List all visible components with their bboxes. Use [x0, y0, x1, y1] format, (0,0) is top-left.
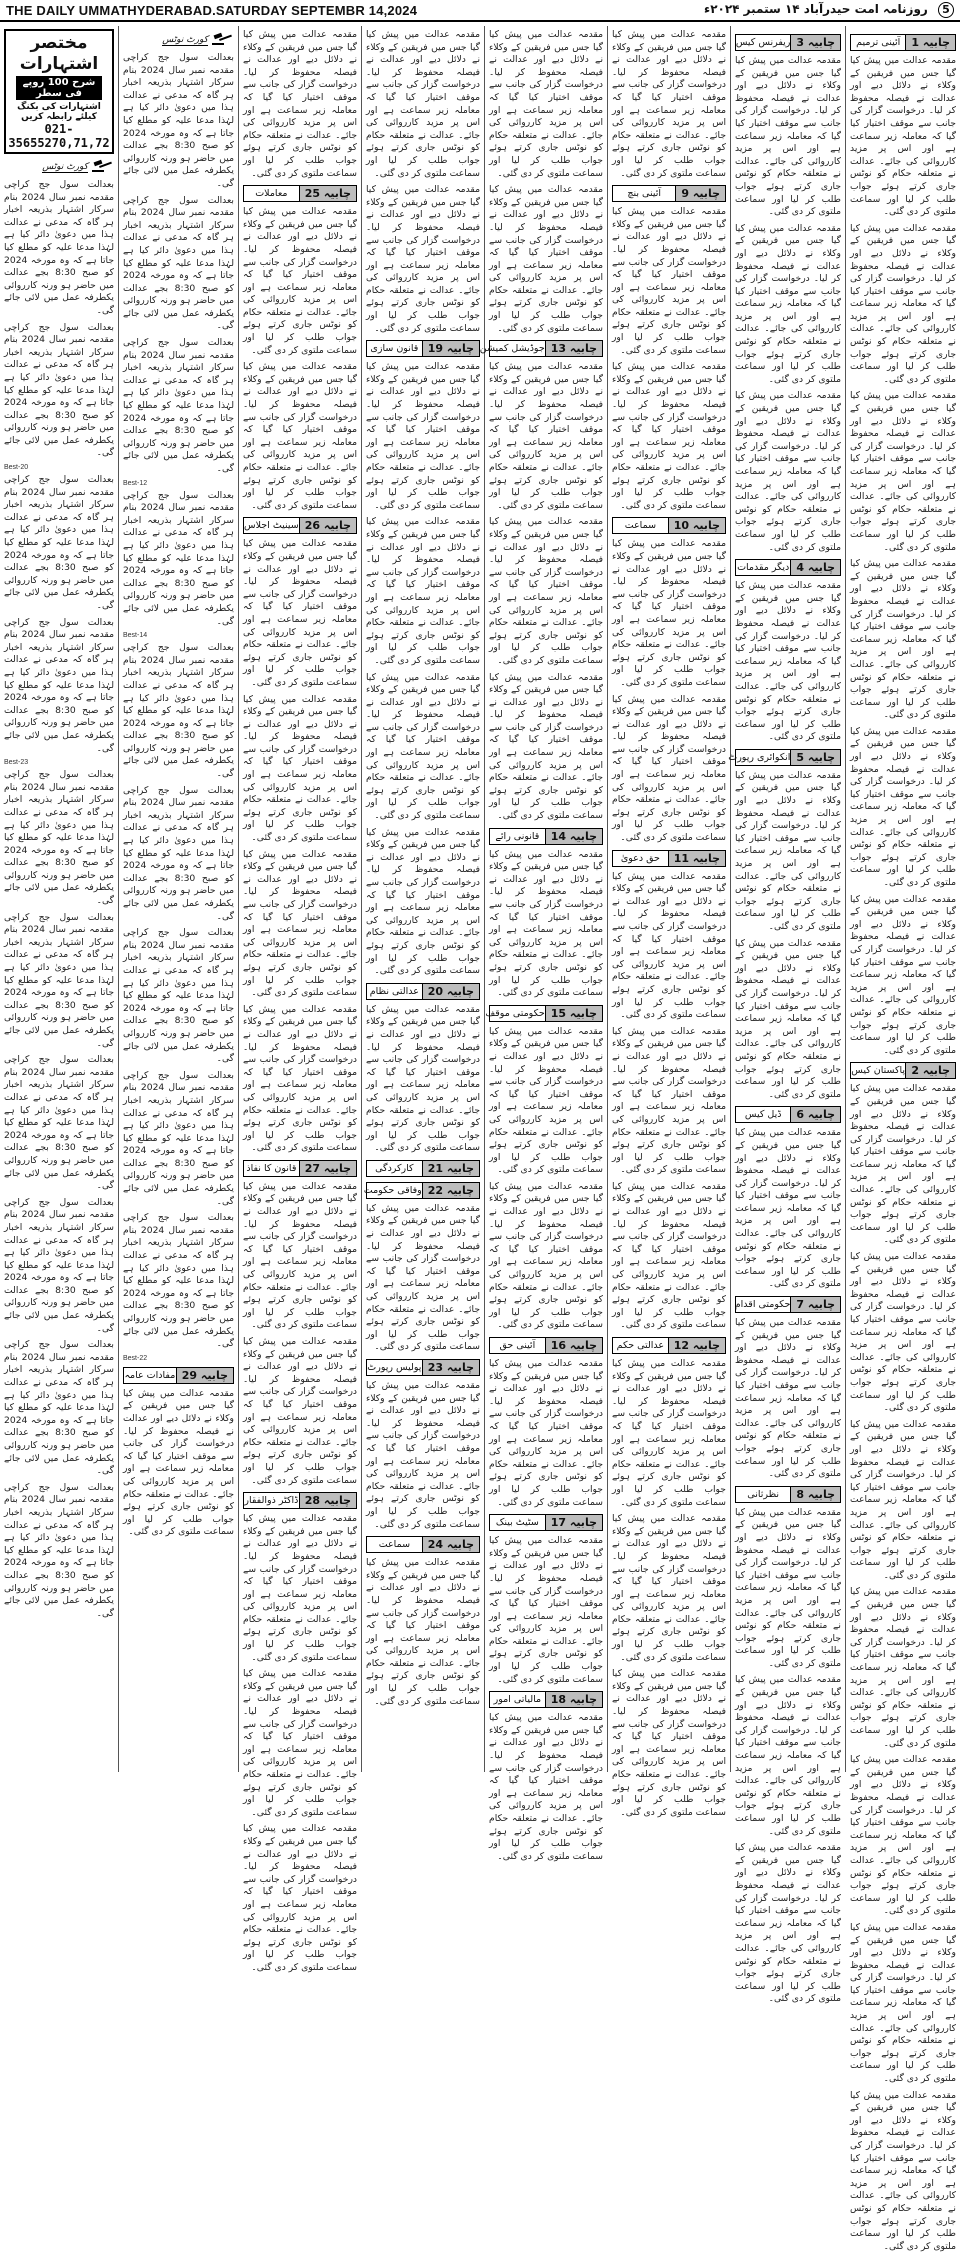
case-heading: چابیہ 25 معاملات: [243, 185, 357, 202]
best-tag: Best-14: [123, 632, 148, 640]
column-2: چابیہ 3 ریفرنس کیس مقدمہ عدالت میں پیش کیا گیا جس میں فریقین کے وکلاء نے دلائل دیے اور عدالت نے فیصلہ محفوظ کر لیا۔ درخواست گزار کی جانب سے موقف اختیار کیا گیا کہ معاملہ زیر سماعت ہے اور اس پر مزید کارروائی کی جائے۔ عدالت نے متعلقہ حکام کو نوٹس جاری کرتے ہوئے جواب طلب کر لیا اور سماعت ملتوی کر دی گئی۔ مقدمہ عدالت میں پیش کیا گیا جس میں فریقین کے وکلاء نے دلائل دیے اور عدالت نے فیصلہ محفوظ کر لیا۔ درخواست گزار کی جانب سے موقف اختیار کیا گیا کہ معاملہ زیر سماعت ہے اور اس پر مزید کارروائی کی جائے۔ عدالت نے متعلقہ حکام کو نوٹس جاری کرتے ہوئے جواب طلب کر لیا اور سماعت ملتوی کر دی گئی۔ مقدمہ عدالت میں پیش کیا گیا جس میں فریقین کے وکلاء نے دلائل دیے اور عدالت نے فیصلہ محفوظ کر لیا۔ درخواست گزار کی جانب سے موقف اختیار کیا گیا کہ معاملہ زیر سماعت ہے اور اس پر مزید کارروائی کی جائے۔ عدالت نے متعلقہ حکام کو نوٹس جاری کرتے ہوئے جواب طلب کر لیا اور سماعت ملتوی کر دی گئی۔ چابیہ 4 دیگر مقدمات مقدمہ عدالت میں پیش کیا گیا جس میں فریقین کے وکلاء نے دلائل دیے اور عدالت نے فیصلہ محفوظ کر لیا۔ درخواست گزار کی جانب سے موقف اختیار کیا گیا کہ معاملہ زیر سماعت ہے اور اس پر مزید کارروائی کی جائے۔ عدالت نے متعلقہ حکام کو نوٹس جاری کرتے ہوئے جواب طلب کر لیا اور سماعت ملتوی کر دی گئی۔ چابیہ 5 انکوائری رپورٹ مقدمہ عدالت میں پیش کیا گیا جس میں فریقین کے وکلاء نے دلائل دیے اور عدالت نے فیصلہ محفوظ کر لیا۔ درخواست گزار کی جانب سے موقف اختیار کیا گیا کہ معاملہ زیر سماعت ہے اور اس پر مزید کارروائی کی جائے۔ عدالت نے متعلقہ حکام کو نوٹس جاری کرتے ہوئے جواب طلب کر لیا اور سماعت ملتوی کر دی گئی۔ مقدمہ عدالت میں پیش کیا گیا جس میں فریقین کے وکلاء نے دلائل دیے اور عدالت نے فیصلہ محفوظ کر لیا۔ درخواست گزار کی جانب سے موقف اختیار کیا گیا کہ معاملہ زیر سماعت ہے اور اس پر مزید کارروائی کی جائے۔ عدالت نے متعلقہ حکام کو نوٹس جاری کرتے ہوئے جواب طلب کر لیا اور سماعت ملتوی کر دی گئی۔ چابیہ 6 ڈیل کیس مقدمہ عدالت میں پیش کیا گیا جس میں فریقین کے وکلاء نے دلائل دیے اور عدالت نے فیصلہ محفوظ کر لیا۔ درخواست گزار کی جانب سے موقف اختیار کیا گیا کہ معاملہ زیر سماعت ہے اور اس پر مزید کارروائی کی جائے۔ عدالت نے متعلقہ حکام کو نوٹس جاری کرتے ہوئے جواب طلب کر لیا اور سماعت ملتوی کر دی گئی۔ چابیہ 7 حکومتی اقدام مقدمہ عدالت میں پیش کیا گیا جس میں فریقین کے وکلاء نے دلائل دیے اور عدالت نے فیصلہ محفوظ کر لیا۔ درخواست گزار کی جانب سے موقف اختیار کیا گیا کہ معاملہ زیر سماعت ہے اور اس پر مزید کارروائی کی جائے۔ عدالت نے متعلقہ حکام کو نوٹس جاری کرتے ہوئے جواب طلب کر لیا اور سماعت ملتوی کر دی گئی۔ چابیہ 8 نظرثانی مقدمہ عدالت میں پیش کیا گیا جس میں فریقین کے وکلاء نے دلائل دیے اور عدالت نے فیصلہ محفوظ کر لیا۔ درخواست گزار کی جانب سے موقف اختیار کیا گیا کہ معاملہ زیر سماعت ہے اور اس پر مزید کارروائی کی جائے۔ عدالت نے متعلقہ حکام کو نوٹس جاری کرتے ہوئے جواب طلب کر لیا اور سماعت ملتوی کر دی گئی۔ مقدمہ عدالت میں پیش کیا گیا جس میں فریقین کے وکلاء نے دلائل دیے اور عدالت نے فیصلہ محفوظ کر لیا۔ درخواست گزار کی جانب سے موقف اختیار کیا گیا کہ معاملہ زیر سماعت ہے اور اس پر مزید کارروائی کی جائے۔ عدالت نے متعلقہ حکام کو نوٹس جاری کرتے ہوئے جواب طلب کر لیا اور سماعت ملتوی کر دی گئی۔ مقدمہ عدالت میں پیش کیا گیا جس میں فریقین کے وکلاء نے دلائل دیے اور عدالت نے فیصلہ محفوظ کر لیا۔ درخواست گزار کی جانب سے موقف اختیار کیا گیا کہ معاملہ زیر سماعت ہے اور اس پر مزید کارروائی کی جائے۔ عدالت نے متعلقہ حکام کو نوٹس جاری کرتے ہوئے جواب طلب کر لیا اور سماعت ملتوی کر دی گئی۔: [730, 26, 845, 1772]
classified-booking: اشتہارات کی بکنگ کیلئے رابطہ کریں: [17, 102, 101, 122]
case-heading: چابیہ 7 حکومتی اقدام: [735, 1296, 841, 1313]
court-notice-header: [123, 31, 234, 49]
case-heading: چابیہ 11 حق دعویٰ: [612, 850, 726, 867]
gavel-icon: [92, 158, 114, 177]
case-heading: چابیہ 3 ریفرنس کیس: [735, 34, 841, 51]
best-tag: Best-23: [4, 759, 29, 767]
case-heading: چابیہ 29 مفادات عامہ: [123, 1367, 234, 1384]
masthead-urdu: [704, 2, 954, 18]
case-heading: چابیہ 27 قانون کا نفاذ: [243, 1160, 357, 1177]
masthead-english: THE DAILY UMMATHYDERABAD.SATURDAY SEPTEMBR 14,2024: [6, 2, 418, 18]
court-notice-label: کورٹ نوٹس: [162, 34, 208, 45]
page-number: 5: [938, 2, 954, 18]
case-heading: چابیہ 22 وفاقی حکومت: [366, 1182, 480, 1199]
best-tag: Best-22: [123, 1354, 148, 1362]
case-heading: چابیہ 16 آئینی حق: [489, 1337, 603, 1354]
column-7-notices: کورٹ نوٹس بعدالت سول جج کراچی مقدمہ نمبر سال 2024 بنام سرکار اشتہار بذریعہ اخبار ہر گاہ کہ مدعی نے عدالت ہذا میں دعویٰ دائر کیا ہے لہٰذا مدعا علیہ کو مطلع کیا جاتا ہے کہ وہ مورخہ 2024 کو صبح 8:30 بجے عدالت میں حاضر ہو ورنہ کارروائی یکطرفہ عمل میں لائی جائے گی۔ بعدالت سول جج کراچی مقدمہ نمبر سال 2024 بنام سرکار اشتہار بذریعہ اخبار ہر گاہ کہ مدعی نے عدالت ہذا میں دعویٰ دائر کیا ہے لہٰذا مدعا علیہ کو مطلع کیا جاتا ہے کہ وہ مورخہ 2024 کو صبح 8:30 بجے عدالت میں حاضر ہو ورنہ کارروائی یکطرفہ عمل میں لائی جائے گی۔ بعدالت سول جج کراچی مقدمہ نمبر سال 2024 بنام سرکار اشتہار بذریعہ اخبار ہر گاہ کہ مدعی نے عدالت ہذا میں دعویٰ دائر کیا ہے لہٰذا مدعا علیہ کو مطلع کیا جاتا ہے کہ وہ مورخہ 2024 کو صبح 8:30 بجے عدالت میں حاضر ہو ورنہ کارروائی یکطرفہ عمل میں لائی جائے گی۔ Best-12 بعدالت سول جج کراچی مقدمہ نمبر سال 2024 بنام سرکار اشتہار بذریعہ اخبار ہر گاہ کہ مدعی نے عدالت ہذا میں دعویٰ دائر کیا ہے لہٰذا مدعا علیہ کو مطلع کیا جاتا ہے کہ وہ مورخہ 2024 کو صبح 8:30 بجے عدالت میں حاضر ہو ورنہ کارروائی یکطرفہ عمل میں لائی جائے گی۔ Best-14 بعدالت سول جج کراچی مقدمہ نمبر سال 2024 بنام سرکار اشتہار بذریعہ اخبار ہر گاہ کہ مدعی نے عدالت ہذا میں دعویٰ دائر کیا ہے لہٰذا مدعا علیہ کو مطلع کیا جاتا ہے کہ وہ مورخہ 2024 کو صبح 8:30 بجے عدالت میں حاضر ہو ورنہ کارروائی یکطرفہ عمل میں لائی جائے گی۔ بعدالت سول جج کراچی مقدمہ نمبر سال 2024 بنام سرکار اشتہار بذریعہ اخبار ہر گاہ کہ مدعی نے عدالت ہذا میں دعویٰ دائر کیا ہے لہٰذا مدعا علیہ کو مطلع کیا جاتا ہے کہ وہ مورخہ 2024 کو صبح 8:30 بجے عدالت میں حاضر ہو ورنہ کارروائی یکطرفہ عمل میں لائی جائے گی۔ بعدالت سول جج کراچی مقدمہ نمبر سال 2024 بنام سرکار اشتہار بذریعہ اخبار ہر گاہ کہ مدعی نے عدالت ہذا میں دعویٰ دائر کیا ہے لہٰذا مدعا علیہ کو مطلع کیا جاتا ہے کہ وہ مورخہ 2024 کو صبح 8:30 بجے عدالت میں حاضر ہو ورنہ کارروائی یکطرفہ عمل میں لائی جائے گی۔ بعدالت سول جج کراچی مقدمہ نمبر سال 2024 بنام سرکار اشتہار بذریعہ اخبار ہر گاہ کہ مدعی نے عدالت ہذا میں دعویٰ دائر کیا ہے لہٰذا مدعا علیہ کو مطلع کیا جاتا ہے کہ وہ مورخہ 2024 کو صبح 8:30 بجے عدالت میں حاضر ہو ورنہ کارروائی یکطرفہ عمل میں لائی جائے گی۔ بعدالت سول جج کراچی مقدمہ نمبر سال 2024 بنام سرکار اشتہار بذریعہ اخبار ہر گاہ کہ مدعی نے عدالت ہذا میں دعویٰ دائر کیا ہے لہٰذا مدعا علیہ کو مطلع کیا جاتا ہے کہ وہ مورخہ 2024 کو صبح 8:30 بجے عدالت میں حاضر ہو ورنہ کارروائی یکطرفہ عمل میں لائی جائے گی۔ Best-22 چابیہ 29 مفادات عامہ مقدمہ عدالت میں پیش کیا گیا جس میں فریقین کے وکلاء نے دلائل دیے اور عدالت نے فیصلہ محفوظ کر لیا۔ درخواست گزار کی جانب سے موقف اختیار کیا گیا کہ معاملہ زیر سماعت ہے اور اس پر مزید کارروائی کی جائے۔ عدالت نے متعلقہ حکام کو نوٹس جاری کرتے ہوئے جواب طلب کر لیا اور سماعت ملتوی کر دی گئی۔: [118, 26, 238, 1772]
column-5: مقدمہ عدالت میں پیش کیا گیا جس میں فریقین کے وکلاء نے دلائل دیے اور عدالت نے فیصلہ محفوظ کر لیا۔ درخواست گزار کی جانب سے موقف اختیار کیا گیا کہ معاملہ زیر سماعت ہے اور اس پر مزید کارروائی کی جائے۔ عدالت نے متعلقہ حکام کو نوٹس جاری کرتے ہوئے جواب طلب کر لیا اور سماعت ملتوی کر دی گئی۔ مقدمہ عدالت میں پیش کیا گیا جس میں فریقین کے وکلاء نے دلائل دیے اور عدالت نے فیصلہ محفوظ کر لیا۔ درخواست گزار کی جانب سے موقف اختیار کیا گیا کہ معاملہ زیر سماعت ہے اور اس پر مزید کارروائی کی جائے۔ عدالت نے متعلقہ حکام کو نوٹس جاری کرتے ہوئے جواب طلب کر لیا اور سماعت ملتوی کر دی گئی۔ چابیہ 19 قانون سازی مقدمہ عدالت میں پیش کیا گیا جس میں فریقین کے وکلاء نے دلائل دیے اور عدالت نے فیصلہ محفوظ کر لیا۔ درخواست گزار کی جانب سے موقف اختیار کیا گیا کہ معاملہ زیر سماعت ہے اور اس پر مزید کارروائی کی جائے۔ عدالت نے متعلقہ حکام کو نوٹس جاری کرتے ہوئے جواب طلب کر لیا اور سماعت ملتوی کر دی گئی۔ مقدمہ عدالت میں پیش کیا گیا جس میں فریقین کے وکلاء نے دلائل دیے اور عدالت نے فیصلہ محفوظ کر لیا۔ درخواست گزار کی جانب سے موقف اختیار کیا گیا کہ معاملہ زیر سماعت ہے اور اس پر مزید کارروائی کی جائے۔ عدالت نے متعلقہ حکام کو نوٹس جاری کرتے ہوئے جواب طلب کر لیا اور سماعت ملتوی کر دی گئی۔ مقدمہ عدالت میں پیش کیا گیا جس میں فریقین کے وکلاء نے دلائل دیے اور عدالت نے فیصلہ محفوظ کر لیا۔ درخواست گزار کی جانب سے موقف اختیار کیا گیا کہ معاملہ زیر سماعت ہے اور اس پر مزید کارروائی کی جائے۔ عدالت نے متعلقہ حکام کو نوٹس جاری کرتے ہوئے جواب طلب کر لیا اور سماعت ملتوی کر دی گئی۔ مقدمہ عدالت میں پیش کیا گیا جس میں فریقین کے وکلاء نے دلائل دیے اور عدالت نے فیصلہ محفوظ کر لیا۔ درخواست گزار کی جانب سے موقف اختیار کیا گیا کہ معاملہ زیر سماعت ہے اور اس پر مزید کارروائی کی جائے۔ عدالت نے متعلقہ حکام کو نوٹس جاری کرتے ہوئے جواب طلب کر لیا اور سماعت ملتوی کر دی گئی۔ چابیہ 20 عدالتی نظام مقدمہ عدالت میں پیش کیا گیا جس میں فریقین کے وکلاء نے دلائل دیے اور عدالت نے فیصلہ محفوظ کر لیا۔ درخواست گزار کی جانب سے موقف اختیار کیا گیا کہ معاملہ زیر سماعت ہے اور اس پر مزید کارروائی کی جائے۔ عدالت نے متعلقہ حکام کو نوٹس جاری کرتے ہوئے جواب طلب کر لیا اور سماعت ملتوی کر دی گئی۔ چابیہ 21 کارکردگی چابیہ 22 وفاقی حکومت مقدمہ عدالت میں پیش کیا گیا جس میں فریقین کے وکلاء نے دلائل دیے اور عدالت نے فیصلہ محفوظ کر لیا۔ درخواست گزار کی جانب سے موقف اختیار کیا گیا کہ معاملہ زیر سماعت ہے اور اس پر مزید کارروائی کی جائے۔ عدالت نے متعلقہ حکام کو نوٹس جاری کرتے ہوئے جواب طلب کر لیا اور سماعت ملتوی کر دی گئی۔ چابیہ 23 پولیس رپورٹ مقدمہ عدالت میں پیش کیا گیا جس میں فریقین کے وکلاء نے دلائل دیے اور عدالت نے فیصلہ محفوظ کر لیا۔ درخواست گزار کی جانب سے موقف اختیار کیا گیا کہ معاملہ زیر سماعت ہے اور اس پر مزید کارروائی کی جائے۔ عدالت نے متعلقہ حکام کو نوٹس جاری کرتے ہوئے جواب طلب کر لیا اور سماعت ملتوی کر دی گئی۔ چابیہ 24 سماعت مقدمہ عدالت میں پیش کیا گیا جس میں فریقین کے وکلاء نے دلائل دیے اور عدالت نے فیصلہ محفوظ کر لیا۔ درخواست گزار کی جانب سے موقف اختیار کیا گیا کہ معاملہ زیر سماعت ہے اور اس پر مزید کارروائی کی جائے۔ عدالت نے متعلقہ حکام کو نوٹس جاری کرتے ہوئے جواب طلب کر لیا اور سماعت ملتوی کر دی گئی۔: [361, 26, 484, 1772]
classified-phone: 021-35655270,71,72: [8, 122, 110, 150]
column-4: مقدمہ عدالت میں پیش کیا گیا جس میں فریقین کے وکلاء نے دلائل دیے اور عدالت نے فیصلہ محفوظ کر لیا۔ درخواست گزار کی جانب سے موقف اختیار کیا گیا کہ معاملہ زیر سماعت ہے اور اس پر مزید کارروائی کی جائے۔ عدالت نے متعلقہ حکام کو نوٹس جاری کرتے ہوئے جواب طلب کر لیا اور سماعت ملتوی کر دی گئی۔ مقدمہ عدالت میں پیش کیا گیا جس میں فریقین کے وکلاء نے دلائل دیے اور عدالت نے فیصلہ محفوظ کر لیا۔ درخواست گزار کی جانب سے موقف اختیار کیا گیا کہ معاملہ زیر سماعت ہے اور اس پر مزید کارروائی کی جائے۔ عدالت نے متعلقہ حکام کو نوٹس جاری کرتے ہوئے جواب طلب کر لیا اور سماعت ملتوی کر دی گئی۔ چابیہ 13 جوڈیشل کمیشن مقدمہ عدالت میں پیش کیا گیا جس میں فریقین کے وکلاء نے دلائل دیے اور عدالت نے فیصلہ محفوظ کر لیا۔ درخواست گزار کی جانب سے موقف اختیار کیا گیا کہ معاملہ زیر سماعت ہے اور اس پر مزید کارروائی کی جائے۔ عدالت نے متعلقہ حکام کو نوٹس جاری کرتے ہوئے جواب طلب کر لیا اور سماعت ملتوی کر دی گئی۔ مقدمہ عدالت میں پیش کیا گیا جس میں فریقین کے وکلاء نے دلائل دیے اور عدالت نے فیصلہ محفوظ کر لیا۔ درخواست گزار کی جانب سے موقف اختیار کیا گیا کہ معاملہ زیر سماعت ہے اور اس پر مزید کارروائی کی جائے۔ عدالت نے متعلقہ حکام کو نوٹس جاری کرتے ہوئے جواب طلب کر لیا اور سماعت ملتوی کر دی گئی۔ مقدمہ عدالت میں پیش کیا گیا جس میں فریقین کے وکلاء نے دلائل دیے اور عدالت نے فیصلہ محفوظ کر لیا۔ درخواست گزار کی جانب سے موقف اختیار کیا گیا کہ معاملہ زیر سماعت ہے اور اس پر مزید کارروائی کی جائے۔ عدالت نے متعلقہ حکام کو نوٹس جاری کرتے ہوئے جواب طلب کر لیا اور سماعت ملتوی کر دی گئی۔ چابیہ 14 قانونی رائے مقدمہ عدالت میں پیش کیا گیا جس میں فریقین کے وکلاء نے دلائل دیے اور عدالت نے فیصلہ محفوظ کر لیا۔ درخواست گزار کی جانب سے موقف اختیار کیا گیا کہ معاملہ زیر سماعت ہے اور اس پر مزید کارروائی کی جائے۔ عدالت نے متعلقہ حکام کو نوٹس جاری کرتے ہوئے جواب طلب کر لیا اور سماعت ملتوی کر دی گئی۔ چابیہ 15 حکومتی موقف مقدمہ عدالت میں پیش کیا گیا جس میں فریقین کے وکلاء نے دلائل دیے اور عدالت نے فیصلہ محفوظ کر لیا۔ درخواست گزار کی جانب سے موقف اختیار کیا گیا کہ معاملہ زیر سماعت ہے اور اس پر مزید کارروائی کی جائے۔ عدالت نے متعلقہ حکام کو نوٹس جاری کرتے ہوئے جواب طلب کر لیا اور سماعت ملتوی کر دی گئی۔ مقدمہ عدالت میں پیش کیا گیا جس میں فریقین کے وکلاء نے دلائل دیے اور عدالت نے فیصلہ محفوظ کر لیا۔ درخواست گزار کی جانب سے موقف اختیار کیا گیا کہ معاملہ زیر سماعت ہے اور اس پر مزید کارروائی کی جائے۔ عدالت نے متعلقہ حکام کو نوٹس جاری کرتے ہوئے جواب طلب کر لیا اور سماعت ملتوی کر دی گئی۔ چابیہ 16 آئینی حق مقدمہ عدالت میں پیش کیا گیا جس میں فریقین کے وکلاء نے دلائل دیے اور عدالت نے فیصلہ محفوظ کر لیا۔ درخواست گزار کی جانب سے موقف اختیار کیا گیا کہ معاملہ زیر سماعت ہے اور اس پر مزید کارروائی کی جائے۔ عدالت نے متعلقہ حکام کو نوٹس جاری کرتے ہوئے جواب طلب کر لیا اور سماعت ملتوی کر دی گئی۔ چابیہ 17 سٹیٹ بینک مقدمہ عدالت میں پیش کیا گیا جس میں فریقین کے وکلاء نے دلائل دیے اور عدالت نے فیصلہ محفوظ کر لیا۔ درخواست گزار کی جانب سے موقف اختیار کیا گیا کہ معاملہ زیر سماعت ہے اور اس پر مزید کارروائی کی جائے۔ عدالت نے متعلقہ حکام کو نوٹس جاری کرتے ہوئے جواب طلب کر لیا اور سماعت ملتوی کر دی گئی۔ چابیہ 18 مالیاتی امور مقدمہ عدالت میں پیش کیا گیا جس میں فریقین کے وکلاء نے دلائل دیے اور عدالت نے فیصلہ محفوظ کر لیا۔ درخواست گزار کی جانب سے موقف اختیار کیا گیا کہ معاملہ زیر سماعت ہے اور اس پر مزید کارروائی کی جائے۔ عدالت نے متعلقہ حکام کو نوٹس جاری کرتے ہوئے جواب طلب کر لیا اور سماعت ملتوی کر دی گئی۔: [484, 26, 607, 1772]
case-heading: چابیہ 23 پولیس رپورٹ: [366, 1359, 480, 1376]
case-heading: چابیہ 14 قانونی رائے: [489, 828, 603, 845]
case-heading: چابیہ 4 دیگر مقدمات: [735, 559, 841, 576]
case-heading: چابیہ 20 عدالتی نظام: [366, 983, 480, 1000]
case-heading: چابیہ 5 انکوائری رپورٹ: [735, 749, 841, 766]
column-3: مقدمہ عدالت میں پیش کیا گیا جس میں فریقین کے وکلاء نے دلائل دیے اور عدالت نے فیصلہ محفوظ کر لیا۔ درخواست گزار کی جانب سے موقف اختیار کیا گیا کہ معاملہ زیر سماعت ہے اور اس پر مزید کارروائی کی جائے۔ عدالت نے متعلقہ حکام کو نوٹس جاری کرتے ہوئے جواب طلب کر لیا اور سماعت ملتوی کر دی گئی۔ چابیہ 9 آئینی بنچ مقدمہ عدالت میں پیش کیا گیا جس میں فریقین کے وکلاء نے دلائل دیے اور عدالت نے فیصلہ محفوظ کر لیا۔ درخواست گزار کی جانب سے موقف اختیار کیا گیا کہ معاملہ زیر سماعت ہے اور اس پر مزید کارروائی کی جائے۔ عدالت نے متعلقہ حکام کو نوٹس جاری کرتے ہوئے جواب طلب کر لیا اور سماعت ملتوی کر دی گئی۔ مقدمہ عدالت میں پیش کیا گیا جس میں فریقین کے وکلاء نے دلائل دیے اور عدالت نے فیصلہ محفوظ کر لیا۔ درخواست گزار کی جانب سے موقف اختیار کیا گیا کہ معاملہ زیر سماعت ہے اور اس پر مزید کارروائی کی جائے۔ عدالت نے متعلقہ حکام کو نوٹس جاری کرتے ہوئے جواب طلب کر لیا اور سماعت ملتوی کر دی گئی۔ چابیہ 10 سماعت مقدمہ عدالت میں پیش کیا گیا جس میں فریقین کے وکلاء نے دلائل دیے اور عدالت نے فیصلہ محفوظ کر لیا۔ درخواست گزار کی جانب سے موقف اختیار کیا گیا کہ معاملہ زیر سماعت ہے اور اس پر مزید کارروائی کی جائے۔ عدالت نے متعلقہ حکام کو نوٹس جاری کرتے ہوئے جواب طلب کر لیا اور سماعت ملتوی کر دی گئی۔ مقدمہ عدالت میں پیش کیا گیا جس میں فریقین کے وکلاء نے دلائل دیے اور عدالت نے فیصلہ محفوظ کر لیا۔ درخواست گزار کی جانب سے موقف اختیار کیا گیا کہ معاملہ زیر سماعت ہے اور اس پر مزید کارروائی کی جائے۔ عدالت نے متعلقہ حکام کو نوٹس جاری کرتے ہوئے جواب طلب کر لیا اور سماعت ملتوی کر دی گئی۔ چابیہ 11 حق دعویٰ مقدمہ عدالت میں پیش کیا گیا جس میں فریقین کے وکلاء نے دلائل دیے اور عدالت نے فیصلہ محفوظ کر لیا۔ درخواست گزار کی جانب سے موقف اختیار کیا گیا کہ معاملہ زیر سماعت ہے اور اس پر مزید کارروائی کی جائے۔ عدالت نے متعلقہ حکام کو نوٹس جاری کرتے ہوئے جواب طلب کر لیا اور سماعت ملتوی کر دی گئی۔ مقدمہ عدالت میں پیش کیا گیا جس میں فریقین کے وکلاء نے دلائل دیے اور عدالت نے فیصلہ محفوظ کر لیا۔ درخواست گزار کی جانب سے موقف اختیار کیا گیا کہ معاملہ زیر سماعت ہے اور اس پر مزید کارروائی کی جائے۔ عدالت نے متعلقہ حکام کو نوٹس جاری کرتے ہوئے جواب طلب کر لیا اور سماعت ملتوی کر دی گئی۔ مقدمہ عدالت میں پیش کیا گیا جس میں فریقین کے وکلاء نے دلائل دیے اور عدالت نے فیصلہ محفوظ کر لیا۔ درخواست گزار کی جانب سے موقف اختیار کیا گیا کہ معاملہ زیر سماعت ہے اور اس پر مزید کارروائی کی جائے۔ عدالت نے متعلقہ حکام کو نوٹس جاری کرتے ہوئے جواب طلب کر لیا اور سماعت ملتوی کر دی گئی۔ چابیہ 12 عدالتی حکم مقدمہ عدالت میں پیش کیا گیا جس میں فریقین کے وکلاء نے دلائل دیے اور عدالت نے فیصلہ محفوظ کر لیا۔ درخواست گزار کی جانب سے موقف اختیار کیا گیا کہ معاملہ زیر سماعت ہے اور اس پر مزید کارروائی کی جائے۔ عدالت نے متعلقہ حکام کو نوٹس جاری کرتے ہوئے جواب طلب کر لیا اور سماعت ملتوی کر دی گئی۔ مقدمہ عدالت میں پیش کیا گیا جس میں فریقین کے وکلاء نے دلائل دیے اور عدالت نے فیصلہ محفوظ کر لیا۔ درخواست گزار کی جانب سے موقف اختیار کیا گیا کہ معاملہ زیر سماعت ہے اور اس پر مزید کارروائی کی جائے۔ عدالت نے متعلقہ حکام کو نوٹس جاری کرتے ہوئے جواب طلب کر لیا اور سماعت ملتوی کر دی گئی۔ مقدمہ عدالت میں پیش کیا گیا جس میں فریقین کے وکلاء نے دلائل دیے اور عدالت نے فیصلہ محفوظ کر لیا۔ درخواست گزار کی جانب سے موقف اختیار کیا گیا کہ معاملہ زیر سماعت ہے اور اس پر مزید کارروائی کی جائے۔ عدالت نے متعلقہ حکام کو نوٹس جاری کرتے ہوئے جواب طلب کر لیا اور سماعت ملتوی کر دی گئی۔: [607, 26, 730, 1772]
newspaper-grid: [0, 26, 960, 2252]
case-heading: چابیہ 24 سماعت: [366, 1536, 480, 1553]
notice-text: بعدالت سول جج کراچی مقدمہ نمبر سال 2024 بنام سرکار اشتہار بذریعہ اخبار ہر گاہ کہ مدعی نے عدالت ہذا میں دعویٰ دائر کیا ہے لہٰذا مدعا علیہ کو مطلع کیا جاتا ہے کہ وہ مورخہ 2024 کو صبح 8:30 بجے عدالت میں حاضر ہو ورنہ کارروائی یکطرفہ عمل میں لائی جائے گی۔: [123, 52, 234, 189]
case-heading: چابیہ 2 پاکستان کیس: [850, 1062, 956, 1079]
case-heading: چابیہ 12 عدالتی حکم: [612, 1337, 726, 1354]
masthead-urdu-text: روزنامہ امت حیدرآباد ۱۴ ستمبر ۲۰۲۴ء: [704, 2, 928, 16]
case-heading: چابیہ 28 ڈاکٹر ذوالفقار: [243, 1492, 357, 1509]
case-heading: چابیہ 1 آئینی ترمیم: [850, 34, 956, 51]
case-heading: چابیہ 8 نظرثانی: [735, 1486, 841, 1503]
case-heading: چابیہ 13 جوڈیشل کمیشن: [489, 340, 603, 357]
best-tag: Best-20: [4, 464, 29, 472]
gavel-icon: [212, 31, 234, 50]
column-1: چابیہ 1 آئینی ترمیم مقدمہ عدالت میں پیش کیا گیا جس میں فریقین کے وکلاء نے دلائل دیے اور عدالت نے فیصلہ محفوظ کر لیا۔ درخواست گزار کی جانب سے موقف اختیار کیا گیا کہ معاملہ زیر سماعت ہے اور اس پر مزید کارروائی کی جائے۔ عدالت نے متعلقہ حکام کو نوٹس جاری کرتے ہوئے جواب طلب کر لیا اور سماعت ملتوی کر دی گئی۔ مقدمہ عدالت میں پیش کیا گیا جس میں فریقین کے وکلاء نے دلائل دیے اور عدالت نے فیصلہ محفوظ کر لیا۔ درخواست گزار کی جانب سے موقف اختیار کیا گیا کہ معاملہ زیر سماعت ہے اور اس پر مزید کارروائی کی جائے۔ عدالت نے متعلقہ حکام کو نوٹس جاری کرتے ہوئے جواب طلب کر لیا اور سماعت ملتوی کر دی گئی۔ مقدمہ عدالت میں پیش کیا گیا جس میں فریقین کے وکلاء نے دلائل دیے اور عدالت نے فیصلہ محفوظ کر لیا۔ درخواست گزار کی جانب سے موقف اختیار کیا گیا کہ معاملہ زیر سماعت ہے اور اس پر مزید کارروائی کی جائے۔ عدالت نے متعلقہ حکام کو نوٹس جاری کرتے ہوئے جواب طلب کر لیا اور سماعت ملتوی کر دی گئی۔ مقدمہ عدالت میں پیش کیا گیا جس میں فریقین کے وکلاء نے دلائل دیے اور عدالت نے فیصلہ محفوظ کر لیا۔ درخواست گزار کی جانب سے موقف اختیار کیا گیا کہ معاملہ زیر سماعت ہے اور اس پر مزید کارروائی کی جائے۔ عدالت نے متعلقہ حکام کو نوٹس جاری کرتے ہوئے جواب طلب کر لیا اور سماعت ملتوی کر دی گئی۔ مقدمہ عدالت میں پیش کیا گیا جس میں فریقین کے وکلاء نے دلائل دیے اور عدالت نے فیصلہ محفوظ کر لیا۔ درخواست گزار کی جانب سے موقف اختیار کیا گیا کہ معاملہ زیر سماعت ہے اور اس پر مزید کارروائی کی جائے۔ عدالت نے متعلقہ حکام کو نوٹس جاری کرتے ہوئے جواب طلب کر لیا اور سماعت ملتوی کر دی گئی۔ مقدمہ عدالت میں پیش کیا گیا جس میں فریقین کے وکلاء نے دلائل دیے اور عدالت نے فیصلہ محفوظ کر لیا۔ درخواست گزار کی جانب سے موقف اختیار کیا گیا کہ معاملہ زیر سماعت ہے اور اس پر مزید کارروائی کی جائے۔ عدالت نے متعلقہ حکام کو نوٹس جاری کرتے ہوئے جواب طلب کر لیا اور سماعت ملتوی کر دی گئی۔ چابیہ 2 پاکستان کیس مقدمہ عدالت میں پیش کیا گیا جس میں فریقین کے وکلاء نے دلائل دیے اور عدالت نے فیصلہ محفوظ کر لیا۔ درخواست گزار کی جانب سے موقف اختیار کیا گیا کہ معاملہ زیر سماعت ہے اور اس پر مزید کارروائی کی جائے۔ عدالت نے متعلقہ حکام کو نوٹس جاری کرتے ہوئے جواب طلب کر لیا اور سماعت ملتوی کر دی گئی۔ مقدمہ عدالت میں پیش کیا گیا جس میں فریقین کے وکلاء نے دلائل دیے اور عدالت نے فیصلہ محفوظ کر لیا۔ درخواست گزار کی جانب سے موقف اختیار کیا گیا کہ معاملہ زیر سماعت ہے اور اس پر مزید کارروائی کی جائے۔ عدالت نے متعلقہ حکام کو نوٹس جاری کرتے ہوئے جواب طلب کر لیا اور سماعت ملتوی کر دی گئی۔ مقدمہ عدالت میں پیش کیا گیا جس میں فریقین کے وکلاء نے دلائل دیے اور عدالت نے فیصلہ محفوظ کر لیا۔ درخواست گزار کی جانب سے موقف اختیار کیا گیا کہ معاملہ زیر سماعت ہے اور اس پر مزید کارروائی کی جائے۔ عدالت نے متعلقہ حکام کو نوٹس جاری کرتے ہوئے جواب طلب کر لیا اور سماعت ملتوی کر دی گئی۔ مقدمہ عدالت میں پیش کیا گیا جس میں فریقین کے وکلاء نے دلائل دیے اور عدالت نے فیصلہ محفوظ کر لیا۔ درخواست گزار کی جانب سے موقف اختیار کیا گیا کہ معاملہ زیر سماعت ہے اور اس پر مزید کارروائی کی جائے۔ عدالت نے متعلقہ حکام کو نوٹس جاری کرتے ہوئے جواب طلب کر لیا اور سماعت ملتوی کر دی گئی۔ مقدمہ عدالت میں پیش کیا گیا جس میں فریقین کے وکلاء نے دلائل دیے اور عدالت نے فیصلہ محفوظ کر لیا۔ درخواست گزار کی جانب سے موقف اختیار کیا گیا کہ معاملہ زیر سماعت ہے اور اس پر مزید کارروائی کی جائے۔ عدالت نے متعلقہ حکام کو نوٹس جاری کرتے ہوئے جواب طلب کر لیا اور سماعت ملتوی کر دی گئی۔ مقدمہ عدالت میں پیش کیا گیا جس میں فریقین کے وکلاء نے دلائل دیے اور عدالت نے فیصلہ محفوظ کر لیا۔ درخواست گزار کی جانب سے موقف اختیار کیا گیا کہ معاملہ زیر سماعت ہے اور اس پر مزید کارروائی کی جائے۔ عدالت نے متعلقہ حکام کو نوٹس جاری کرتے ہوئے جواب طلب کر لیا اور سماعت ملتوی کر دی گئی۔ مقدمہ عدالت میں پیش کیا گیا جس میں فریقین کے وکلاء نے دلائل دیے اور عدالت نے فیصلہ محفوظ کر لیا۔ درخواست گزار کی جانب سے موقف اختیار کیا گیا کہ معاملہ زیر سماعت ہے اور اس پر مزید کارروائی کی جائے۔ عدالت نے متعلقہ حکام کو نوٹس جاری کرتے ہوئے جواب طلب کر لیا اور سماعت ملتوی کر دی گئی۔: [845, 26, 960, 1772]
case-heading: چابیہ 26 سینیٹ اجلاس: [243, 517, 357, 534]
classified-ads-header: [4, 29, 114, 154]
classified-title: مختصر اشتہارات: [19, 33, 99, 74]
case-heading: چابیہ 15 حکومتی موقف: [489, 1005, 603, 1022]
best-tag: Best-12: [123, 479, 148, 487]
case-heading: چابیہ 6 ڈیل کیس: [735, 1106, 841, 1123]
column-8-classifieds: مختصر اشتہارات شرح 100 روپے فی سطر اشتہارات کی بکنگ کیلئے رابطہ کریں 021-35655270,71,72 کورٹ نوٹس بعدالت سول جج کراچی مقدمہ نمبر سال 2024 بنام سرکار اشتہار بذریعہ اخبار ہر گاہ کہ مدعی نے عدالت ہذا میں دعویٰ دائر کیا ہے لہٰذا مدعا علیہ کو مطلع کیا جاتا ہے کہ وہ مورخہ 2024 کو صبح 8:30 بجے عدالت میں حاضر ہو ورنہ کارروائی یکطرفہ عمل میں لائی جائے گی۔ بعدالت سول جج کراچی مقدمہ نمبر سال 2024 بنام سرکار اشتہار بذریعہ اخبار ہر گاہ کہ مدعی نے عدالت ہذا میں دعویٰ دائر کیا ہے لہٰذا مدعا علیہ کو مطلع کیا جاتا ہے کہ وہ مورخہ 2024 کو صبح 8:30 بجے عدالت میں حاضر ہو ورنہ کارروائی یکطرفہ عمل میں لائی جائے گی۔ Best-20 بعدالت سول جج کراچی مقدمہ نمبر سال 2024 بنام سرکار اشتہار بذریعہ اخبار ہر گاہ کہ مدعی نے عدالت ہذا میں دعویٰ دائر کیا ہے لہٰذا مدعا علیہ کو مطلع کیا جاتا ہے کہ وہ مورخہ 2024 کو صبح 8:30 بجے عدالت میں حاضر ہو ورنہ کارروائی یکطرفہ عمل میں لائی جائے گی۔ بعدالت سول جج کراچی مقدمہ نمبر سال 2024 بنام سرکار اشتہار بذریعہ اخبار ہر گاہ کہ مدعی نے عدالت ہذا میں دعویٰ دائر کیا ہے لہٰذا مدعا علیہ کو مطلع کیا جاتا ہے کہ وہ مورخہ 2024 کو صبح 8:30 بجے عدالت میں حاضر ہو ورنہ کارروائی یکطرفہ عمل میں لائی جائے گی۔ Best-23 بعدالت سول جج کراچی مقدمہ نمبر سال 2024 بنام سرکار اشتہار بذریعہ اخبار ہر گاہ کہ مدعی نے عدالت ہذا میں دعویٰ دائر کیا ہے لہٰذا مدعا علیہ کو مطلع کیا جاتا ہے کہ وہ مورخہ 2024 کو صبح 8:30 بجے عدالت میں حاضر ہو ورنہ کارروائی یکطرفہ عمل میں لائی جائے گی۔ بعدالت سول جج کراچی مقدمہ نمبر سال 2024 بنام سرکار اشتہار بذریعہ اخبار ہر گاہ کہ مدعی نے عدالت ہذا میں دعویٰ دائر کیا ہے لہٰذا مدعا علیہ کو مطلع کیا جاتا ہے کہ وہ مورخہ 2024 کو صبح 8:30 بجے عدالت میں حاضر ہو ورنہ کارروائی یکطرفہ عمل میں لائی جائے گی۔ بعدالت سول جج کراچی مقدمہ نمبر سال 2024 بنام سرکار اشتہار بذریعہ اخبار ہر گاہ کہ مدعی نے عدالت ہذا میں دعویٰ دائر کیا ہے لہٰذا مدعا علیہ کو مطلع کیا جاتا ہے کہ وہ مورخہ 2024 کو صبح 8:30 بجے عدالت میں حاضر ہو ورنہ کارروائی یکطرفہ عمل میں لائی جائے گی۔ بعدالت سول جج کراچی مقدمہ نمبر سال 2024 بنام سرکار اشتہار بذریعہ اخبار ہر گاہ کہ مدعی نے عدالت ہذا میں دعویٰ دائر کیا ہے لہٰذا مدعا علیہ کو مطلع کیا جاتا ہے کہ وہ مورخہ 2024 کو صبح 8:30 بجے عدالت میں حاضر ہو ورنہ کارروائی یکطرفہ عمل میں لائی جائے گی۔ بعدالت سول جج کراچی مقدمہ نمبر سال 2024 بنام سرکار اشتہار بذریعہ اخبار ہر گاہ کہ مدعی نے عدالت ہذا میں دعویٰ دائر کیا ہے لہٰذا مدعا علیہ کو مطلع کیا جاتا ہے کہ وہ مورخہ 2024 کو صبح 8:30 بجے عدالت میں حاضر ہو ورنہ کارروائی یکطرفہ عمل میں لائی جائے گی۔ بعدالت سول جج کراچی مقدمہ نمبر سال 2024 بنام سرکار اشتہار بذریعہ اخبار ہر گاہ کہ مدعی نے عدالت ہذا میں دعویٰ دائر کیا ہے لہٰذا مدعا علیہ کو مطلع کیا جاتا ہے کہ وہ مورخہ 2024 کو صبح 8:30 بجے عدالت میں حاضر ہو ورنہ کارروائی یکطرفہ عمل میں لائی جائے گی۔: [0, 26, 118, 1772]
court-notice-header: کورٹ نوٹس: [4, 158, 114, 176]
case-heading: چابیہ 19 قانون سازی: [366, 340, 480, 357]
case-heading: چابیہ 9 آئینی بنچ: [612, 185, 726, 202]
case-heading: چابیہ 18 مالیاتی امور: [489, 1691, 603, 1708]
masthead: [0, 0, 960, 22]
case-heading: چابیہ 10 سماعت: [612, 517, 726, 534]
case-heading: چابیہ 21 کارکردگی: [366, 1160, 480, 1177]
case-heading: چابیہ 17 سٹیٹ بینک: [489, 1514, 603, 1531]
column-6: مقدمہ عدالت میں پیش کیا گیا جس میں فریقین کے وکلاء نے دلائل دیے اور عدالت نے فیصلہ محفوظ کر لیا۔ درخواست گزار کی جانب سے موقف اختیار کیا گیا کہ معاملہ زیر سماعت ہے اور اس پر مزید کارروائی کی جائے۔ عدالت نے متعلقہ حکام کو نوٹس جاری کرتے ہوئے جواب طلب کر لیا اور سماعت ملتوی کر دی گئی۔ چابیہ 25 معاملات مقدمہ عدالت میں پیش کیا گیا جس میں فریقین کے وکلاء نے دلائل دیے اور عدالت نے فیصلہ محفوظ کر لیا۔ درخواست گزار کی جانب سے موقف اختیار کیا گیا کہ معاملہ زیر سماعت ہے اور اس پر مزید کارروائی کی جائے۔ عدالت نے متعلقہ حکام کو نوٹس جاری کرتے ہوئے جواب طلب کر لیا اور سماعت ملتوی کر دی گئی۔ مقدمہ عدالت میں پیش کیا گیا جس میں فریقین کے وکلاء نے دلائل دیے اور عدالت نے فیصلہ محفوظ کر لیا۔ درخواست گزار کی جانب سے موقف اختیار کیا گیا کہ معاملہ زیر سماعت ہے اور اس پر مزید کارروائی کی جائے۔ عدالت نے متعلقہ حکام کو نوٹس جاری کرتے ہوئے جواب طلب کر لیا اور سماعت ملتوی کر دی گئی۔ چابیہ 26 سینیٹ اجلاس مقدمہ عدالت میں پیش کیا گیا جس میں فریقین کے وکلاء نے دلائل دیے اور عدالت نے فیصلہ محفوظ کر لیا۔ درخواست گزار کی جانب سے موقف اختیار کیا گیا کہ معاملہ زیر سماعت ہے اور اس پر مزید کارروائی کی جائے۔ عدالت نے متعلقہ حکام کو نوٹس جاری کرتے ہوئے جواب طلب کر لیا اور سماعت ملتوی کر دی گئی۔ مقدمہ عدالت میں پیش کیا گیا جس میں فریقین کے وکلاء نے دلائل دیے اور عدالت نے فیصلہ محفوظ کر لیا۔ درخواست گزار کی جانب سے موقف اختیار کیا گیا کہ معاملہ زیر سماعت ہے اور اس پر مزید کارروائی کی جائے۔ عدالت نے متعلقہ حکام کو نوٹس جاری کرتے ہوئے جواب طلب کر لیا اور سماعت ملتوی کر دی گئی۔ مقدمہ عدالت میں پیش کیا گیا جس میں فریقین کے وکلاء نے دلائل دیے اور عدالت نے فیصلہ محفوظ کر لیا۔ درخواست گزار کی جانب سے موقف اختیار کیا گیا کہ معاملہ زیر سماعت ہے اور اس پر مزید کارروائی کی جائے۔ عدالت نے متعلقہ حکام کو نوٹس جاری کرتے ہوئے جواب طلب کر لیا اور سماعت ملتوی کر دی گئی۔ مقدمہ عدالت میں پیش کیا گیا جس میں فریقین کے وکلاء نے دلائل دیے اور عدالت نے فیصلہ محفوظ کر لیا۔ درخواست گزار کی جانب سے موقف اختیار کیا گیا کہ معاملہ زیر سماعت ہے اور اس پر مزید کارروائی کی جائے۔ عدالت نے متعلقہ حکام کو نوٹس جاری کرتے ہوئے جواب طلب کر لیا اور سماعت ملتوی کر دی گئی۔ چابیہ 27 قانون کا نفاذ مقدمہ عدالت میں پیش کیا گیا جس میں فریقین کے وکلاء نے دلائل دیے اور عدالت نے فیصلہ محفوظ کر لیا۔ درخواست گزار کی جانب سے موقف اختیار کیا گیا کہ معاملہ زیر سماعت ہے اور اس پر مزید کارروائی کی جائے۔ عدالت نے متعلقہ حکام کو نوٹس جاری کرتے ہوئے جواب طلب کر لیا اور سماعت ملتوی کر دی گئی۔ مقدمہ عدالت میں پیش کیا گیا جس میں فریقین کے وکلاء نے دلائل دیے اور عدالت نے فیصلہ محفوظ کر لیا۔ درخواست گزار کی جانب سے موقف اختیار کیا گیا کہ معاملہ زیر سماعت ہے اور اس پر مزید کارروائی کی جائے۔ عدالت نے متعلقہ حکام کو نوٹس جاری کرتے ہوئے جواب طلب کر لیا اور سماعت ملتوی کر دی گئی۔ چابیہ 28 ڈاکٹر ذوالفقار مقدمہ عدالت میں پیش کیا گیا جس میں فریقین کے وکلاء نے دلائل دیے اور عدالت نے فیصلہ محفوظ کر لیا۔ درخواست گزار کی جانب سے موقف اختیار کیا گیا کہ معاملہ زیر سماعت ہے اور اس پر مزید کارروائی کی جائے۔ عدالت نے متعلقہ حکام کو نوٹس جاری کرتے ہوئے جواب طلب کر لیا اور سماعت ملتوی کر دی گئی۔ مقدمہ عدالت میں پیش کیا گیا جس میں فریقین کے وکلاء نے دلائل دیے اور عدالت نے فیصلہ محفوظ کر لیا۔ درخواست گزار کی جانب سے موقف اختیار کیا گیا کہ معاملہ زیر سماعت ہے اور اس پر مزید کارروائی کی جائے۔ عدالت نے متعلقہ حکام کو نوٹس جاری کرتے ہوئے جواب طلب کر لیا اور سماعت ملتوی کر دی گئی۔ مقدمہ عدالت میں پیش کیا گیا جس میں فریقین کے وکلاء نے دلائل دیے اور عدالت نے فیصلہ محفوظ کر لیا۔ درخواست گزار کی جانب سے موقف اختیار کیا گیا کہ معاملہ زیر سماعت ہے اور اس پر مزید کارروائی کی جائے۔ عدالت نے متعلقہ حکام کو نوٹس جاری کرتے ہوئے جواب طلب کر لیا اور سماعت ملتوی کر دی گئی۔: [238, 26, 361, 1772]
article-text: مقدمہ عدالت میں پیش کیا گیا جس میں فریقین کے وکلاء نے دلائل دیے اور عدالت نے فیصلہ محفوظ کر لیا۔ درخواست گزار کی جانب سے موقف اختیار کیا گیا کہ معاملہ زیر سماعت ہے اور اس پر مزید کارروائی کی جائے۔ عدالت نے متعلقہ حکام کو نوٹس جاری کرتے ہوئے جواب طلب کر لیا اور سماعت ملتوی کر دی گئی۔: [850, 55, 956, 218]
classified-rate: شرح 100 روپے فی سطر: [16, 76, 102, 100]
